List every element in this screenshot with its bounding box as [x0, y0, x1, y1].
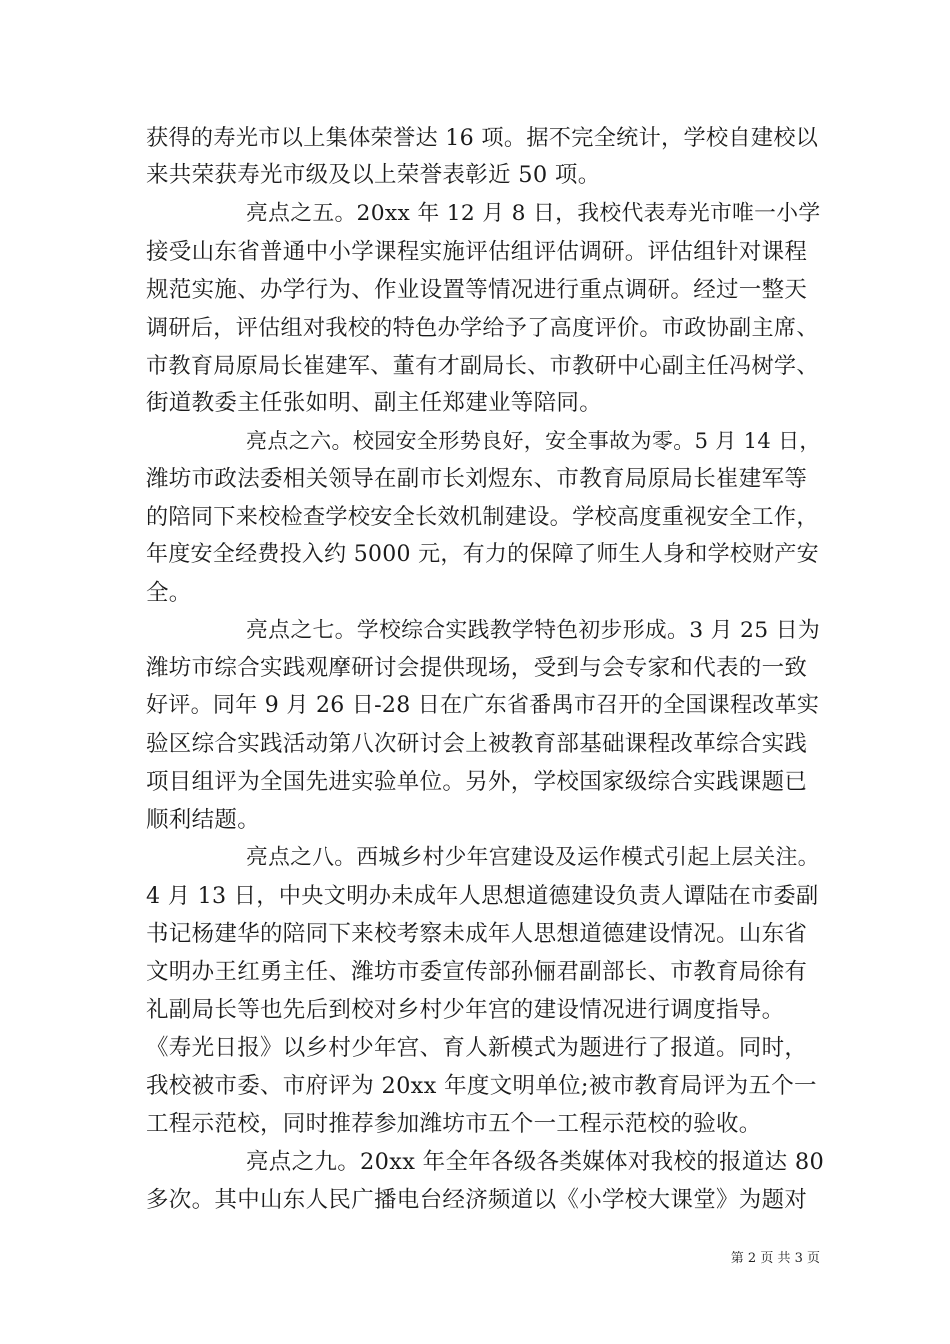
text-line: 书记杨建华的陪同下来校考察未成年人思想道德建设情况。山东省 — [146, 921, 808, 947]
text-line: 规范实施、办学行为、作业设置等情况进行重点调研。经过一整天 — [146, 277, 808, 303]
paragraph-heading-line: 亮点之九。20xx 年全年各级各类媒体对我校的报道达 80 — [246, 1149, 825, 1175]
text-line: 来共荣获寿光市级及以上荣誉表彰近 50 项。 — [146, 162, 601, 188]
text-line: 项目组评为全国先进实验单位。另外，学校国家级综合实践课题已 — [146, 769, 808, 795]
text-line: 好评。同年 9 月 26 日-28 日在广东省番禺市召开的全国课程改革实 — [146, 693, 820, 718]
paragraph-heading-line: 亮点之六。校园安全形势良好，安全事故为零。5 月 14 日， — [246, 428, 821, 453]
text-line: 市教育局原局长崔建军、董有才副局长、市教研中心副主任冯树学、 — [146, 353, 819, 379]
text-line: 礼副局长等也先后到校对乡村少年宫的建设情况进行调度指导。 — [146, 997, 785, 1023]
text-line: 获得的寿光市以上集体荣誉达 16 项。据不完全统计，学校自建校以 — [146, 125, 819, 151]
text-line: 顺利结题。 — [146, 807, 261, 833]
text-line: 工程示范校，同时推荐参加潍坊市五个一工程示范校的验收。 — [146, 1111, 762, 1137]
text-line: 验区综合实践活动第八次研讨会上被教育部基础课程改革综合实践 — [146, 731, 808, 757]
text-line: 我校被市委、市府评为 20xx 年度文明单位;被市教育局评为五个一 — [146, 1073, 817, 1099]
paragraph-heading-line: 亮点之七。学校综合实践教学特色初步形成。3 月 25 日为 — [246, 618, 821, 643]
paragraph-heading-line: 亮点之五。20xx 年 12 月 8 日，我校代表寿光市唯一小学 — [246, 201, 821, 226]
text-line: 调研后，评估组对我校的特色办学给予了高度评价。市政协副主席、 — [146, 315, 819, 341]
page-number-footer: 第 2 页 共 3 页 — [730, 1251, 820, 1266]
text-line: 文明办王红勇主任、潍坊市委宣传部孙俪君副部长、市教育局徐有 — [146, 959, 808, 985]
text-line: 潍坊市综合实践观摩研讨会提供现场，受到与会专家和代表的一致 — [146, 655, 808, 681]
text-line: 潍坊市政法委相关领导在副市长刘煜东、市教育局原局长崔建军等 — [146, 466, 808, 492]
paragraph-heading-line: 亮点之八。西城乡村少年宫建设及运作模式引起上层关注。 — [246, 845, 820, 870]
text-line: 4 月 13 日，中央文明办未成年人思想道德建设负责人谭陆在市委副 — [146, 883, 819, 909]
text-line: 街道教委主任张如明、副主任郑建业等陪同。 — [146, 390, 603, 416]
text-line: 年度安全经费投入约 5000 元，有力的保障了师生人身和学校财产安 — [146, 542, 819, 567]
text-line: 《寿光日报》以乡村少年宫、育人新模式为题进行了报道。同时， — [146, 1035, 808, 1061]
text-line: 接受山东省普通中小学课程实施评估组评估调研。评估组针对课程 — [146, 239, 808, 265]
text-line: 全。 — [146, 580, 192, 606]
text-line: 的陪同下来校检查学校安全长效机制建设。学校高度重视安全工作， — [146, 504, 819, 530]
text-line: 多次。其中山东人民广播电台经济频道以《小学校大课堂》为题对 — [146, 1187, 808, 1213]
